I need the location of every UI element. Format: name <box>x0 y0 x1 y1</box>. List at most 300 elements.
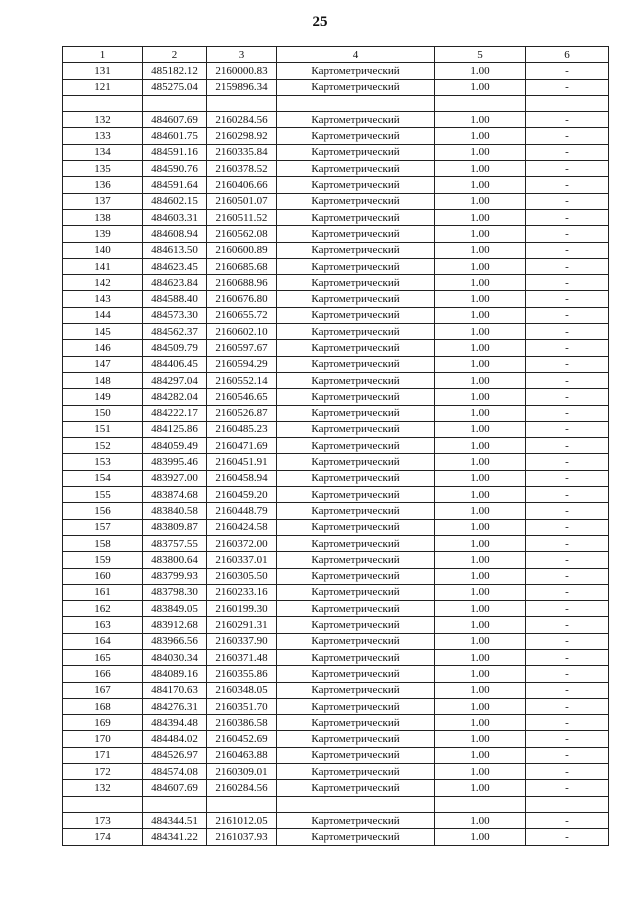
point-number-cell: 172 <box>63 764 143 780</box>
accuracy-cell: 1.00 <box>435 258 526 274</box>
point-number-cell: 141 <box>63 258 143 274</box>
point-number-cell: 171 <box>63 747 143 763</box>
point-number-cell: 131 <box>63 63 143 79</box>
table-row <box>63 421 609 437</box>
accuracy-cell: 1.00 <box>435 226 526 242</box>
point-number-cell: 174 <box>63 829 143 845</box>
y-coordinate-cell: 2160305.50 <box>207 568 277 584</box>
accuracy-cell: 1.00 <box>435 340 526 356</box>
y-coordinate-cell: 2160546.65 <box>207 389 277 405</box>
note-cell: - <box>526 503 609 519</box>
point-number-cell: 159 <box>63 552 143 568</box>
table-row <box>63 258 609 274</box>
accuracy-cell: 1.00 <box>435 438 526 454</box>
y-coordinate-cell: 2159896.34 <box>207 79 277 95</box>
table-row <box>63 503 609 519</box>
method-cell: Картометрический <box>277 258 435 274</box>
point-number-cell: 151 <box>63 421 143 437</box>
y-coordinate-cell <box>207 796 277 812</box>
x-coordinate-cell: 484406.45 <box>143 356 207 372</box>
method-cell: Картометрический <box>277 454 435 470</box>
y-coordinate-cell: 2160298.92 <box>207 128 277 144</box>
table-row <box>63 275 609 291</box>
table-row <box>63 487 609 503</box>
x-coordinate-cell: 484282.04 <box>143 389 207 405</box>
note-cell: - <box>526 535 609 551</box>
point-number-cell: 139 <box>63 226 143 242</box>
accuracy-cell: 1.00 <box>435 617 526 633</box>
y-coordinate-cell: 2160351.70 <box>207 698 277 714</box>
method-cell: Картометрический <box>277 649 435 665</box>
accuracy-cell: 1.00 <box>435 584 526 600</box>
accuracy-cell: 1.00 <box>435 454 526 470</box>
point-number-cell: 138 <box>63 209 143 225</box>
x-coordinate-cell: 483966.56 <box>143 633 207 649</box>
point-number-cell: 132 <box>63 112 143 128</box>
note-cell: - <box>526 829 609 845</box>
method-cell: Картометрический <box>277 324 435 340</box>
table-row <box>63 340 609 356</box>
point-number-cell: 162 <box>63 601 143 617</box>
note-cell: - <box>526 307 609 323</box>
accuracy-cell: 1.00 <box>435 79 526 95</box>
point-number-cell: 148 <box>63 372 143 388</box>
note-cell: - <box>526 226 609 242</box>
y-coordinate-cell: 2160600.89 <box>207 242 277 258</box>
accuracy-cell: 1.00 <box>435 161 526 177</box>
y-coordinate-cell: 2160233.16 <box>207 584 277 600</box>
point-number-cell: 135 <box>63 161 143 177</box>
accuracy-cell: 1.00 <box>435 193 526 209</box>
table-row <box>63 601 609 617</box>
accuracy-cell: 1.00 <box>435 389 526 405</box>
y-coordinate-cell: 2160452.69 <box>207 731 277 747</box>
note-cell: - <box>526 470 609 486</box>
y-coordinate-cell: 2160685.68 <box>207 258 277 274</box>
y-coordinate-cell: 2160459.20 <box>207 487 277 503</box>
point-number-cell <box>63 796 143 812</box>
accuracy-cell: 1.00 <box>435 698 526 714</box>
x-coordinate-cell: 484341.22 <box>143 829 207 845</box>
accuracy-cell: 1.00 <box>435 747 526 763</box>
accuracy-cell: 1.00 <box>435 552 526 568</box>
x-coordinate-cell: 483800.64 <box>143 552 207 568</box>
note-cell: - <box>526 454 609 470</box>
point-number-cell: 153 <box>63 454 143 470</box>
point-number-cell: 137 <box>63 193 143 209</box>
method-cell: Картометрический <box>277 79 435 95</box>
point-number-cell: 169 <box>63 715 143 731</box>
point-number-cell: 170 <box>63 731 143 747</box>
accuracy-cell: 1.00 <box>435 291 526 307</box>
x-coordinate-cell: 484613.50 <box>143 242 207 258</box>
method-cell: Картометрический <box>277 340 435 356</box>
x-coordinate-cell: 483798.30 <box>143 584 207 600</box>
point-number-cell: 136 <box>63 177 143 193</box>
table-row <box>63 829 609 845</box>
point-number-cell: 156 <box>63 503 143 519</box>
point-number-cell: 133 <box>63 128 143 144</box>
table-row <box>63 731 609 747</box>
note-cell: - <box>526 780 609 796</box>
method-cell <box>277 95 435 111</box>
y-coordinate-cell: 2160199.30 <box>207 601 277 617</box>
x-coordinate-cell: 484526.97 <box>143 747 207 763</box>
note-cell: - <box>526 617 609 633</box>
point-number-cell: 144 <box>63 307 143 323</box>
note-cell: - <box>526 405 609 421</box>
accuracy-cell: 1.00 <box>435 356 526 372</box>
x-coordinate-cell: 484276.31 <box>143 698 207 714</box>
note-cell: - <box>526 372 609 388</box>
method-cell: Картометрический <box>277 519 435 535</box>
accuracy-cell: 1.00 <box>435 242 526 258</box>
method-cell: Картометрический <box>277 291 435 307</box>
table-row <box>63 209 609 225</box>
table-row <box>63 79 609 95</box>
method-cell: Картометрический <box>277 552 435 568</box>
note-cell: - <box>526 568 609 584</box>
x-coordinate-cell: 484574.08 <box>143 764 207 780</box>
y-coordinate-cell: 2160386.58 <box>207 715 277 731</box>
note-cell: - <box>526 731 609 747</box>
column-header-2: 2 <box>143 47 207 63</box>
table-row <box>63 144 609 160</box>
method-cell: Картометрический <box>277 666 435 682</box>
x-coordinate-cell: 483849.05 <box>143 601 207 617</box>
accuracy-cell: 1.00 <box>435 568 526 584</box>
x-coordinate-cell: 484590.76 <box>143 161 207 177</box>
table-row <box>63 291 609 307</box>
method-cell: Картометрический <box>277 128 435 144</box>
method-cell: Картометрический <box>277 63 435 79</box>
point-number-cell: 152 <box>63 438 143 454</box>
x-coordinate-cell: 484573.30 <box>143 307 207 323</box>
column-header-6: 6 <box>526 47 609 63</box>
note-cell: - <box>526 438 609 454</box>
note-cell: - <box>526 812 609 828</box>
note-cell <box>526 796 609 812</box>
y-coordinate-cell: 2160655.72 <box>207 307 277 323</box>
table-row <box>63 324 609 340</box>
x-coordinate-cell: 484484.02 <box>143 731 207 747</box>
method-cell <box>277 796 435 812</box>
accuracy-cell: 1.00 <box>435 666 526 682</box>
x-coordinate-cell: 484607.69 <box>143 112 207 128</box>
y-coordinate-cell: 2160501.07 <box>207 193 277 209</box>
table-row <box>63 307 609 323</box>
table-row <box>63 633 609 649</box>
note-cell: - <box>526 764 609 780</box>
table-row <box>63 812 609 828</box>
note-cell: - <box>526 242 609 258</box>
table-row <box>63 747 609 763</box>
accuracy-cell <box>435 796 526 812</box>
point-number-cell <box>63 95 143 111</box>
method-cell: Картометрический <box>277 438 435 454</box>
note-cell: - <box>526 682 609 698</box>
x-coordinate-cell: 484170.63 <box>143 682 207 698</box>
y-coordinate-cell: 2161037.93 <box>207 829 277 845</box>
note-cell <box>526 95 609 111</box>
method-cell: Картометрический <box>277 780 435 796</box>
y-coordinate-cell: 2160448.79 <box>207 503 277 519</box>
table-row <box>63 177 609 193</box>
method-cell: Картометрический <box>277 226 435 242</box>
method-cell: Картометрический <box>277 307 435 323</box>
note-cell: - <box>526 666 609 682</box>
method-cell: Картометрический <box>277 747 435 763</box>
table-row <box>63 519 609 535</box>
x-coordinate-cell: 483912.68 <box>143 617 207 633</box>
y-coordinate-cell: 2160337.01 <box>207 552 277 568</box>
x-coordinate-cell: 483757.55 <box>143 535 207 551</box>
y-coordinate-cell: 2160371.48 <box>207 649 277 665</box>
accuracy-cell: 1.00 <box>435 421 526 437</box>
x-coordinate-cell: 484394.48 <box>143 715 207 731</box>
table-row <box>63 112 609 128</box>
accuracy-cell: 1.00 <box>435 731 526 747</box>
point-number-cell: 146 <box>63 340 143 356</box>
method-cell: Картометрический <box>277 617 435 633</box>
method-cell: Картометрический <box>277 112 435 128</box>
accuracy-cell: 1.00 <box>435 601 526 617</box>
table-row <box>63 63 609 79</box>
x-coordinate-cell: 484588.40 <box>143 291 207 307</box>
y-coordinate-cell <box>207 95 277 111</box>
x-coordinate-cell: 484623.45 <box>143 258 207 274</box>
x-coordinate-cell: 484344.51 <box>143 812 207 828</box>
accuracy-cell: 1.00 <box>435 780 526 796</box>
x-coordinate-cell: 484623.84 <box>143 275 207 291</box>
table-row <box>63 617 609 633</box>
accuracy-cell: 1.00 <box>435 128 526 144</box>
column-header-1: 1 <box>63 47 143 63</box>
column-header-4: 4 <box>277 47 435 63</box>
y-coordinate-cell: 2160676.80 <box>207 291 277 307</box>
method-cell: Картометрический <box>277 421 435 437</box>
y-coordinate-cell: 2160355.86 <box>207 666 277 682</box>
y-coordinate-cell: 2160309.01 <box>207 764 277 780</box>
accuracy-cell: 1.00 <box>435 275 526 291</box>
x-coordinate-cell: 484509.79 <box>143 340 207 356</box>
note-cell: - <box>526 144 609 160</box>
table-row <box>63 764 609 780</box>
point-number-cell: 149 <box>63 389 143 405</box>
point-number-cell: 145 <box>63 324 143 340</box>
column-header-5: 5 <box>435 47 526 63</box>
note-cell: - <box>526 177 609 193</box>
method-cell: Картометрический <box>277 764 435 780</box>
method-cell: Картометрический <box>277 487 435 503</box>
point-number-cell: 134 <box>63 144 143 160</box>
table-row <box>63 95 609 111</box>
note-cell: - <box>526 519 609 535</box>
point-number-cell: 143 <box>63 291 143 307</box>
method-cell: Картометрический <box>277 470 435 486</box>
y-coordinate-cell: 2160471.69 <box>207 438 277 454</box>
point-number-cell: 158 <box>63 535 143 551</box>
y-coordinate-cell: 2160594.29 <box>207 356 277 372</box>
table-body <box>63 63 609 845</box>
y-coordinate-cell: 2160291.31 <box>207 617 277 633</box>
method-cell: Картометрический <box>277 405 435 421</box>
point-number-cell: 140 <box>63 242 143 258</box>
point-number-cell: 157 <box>63 519 143 535</box>
method-cell: Картометрический <box>277 731 435 747</box>
note-cell: - <box>526 340 609 356</box>
table-row <box>63 780 609 796</box>
y-coordinate-cell: 2160688.96 <box>207 275 277 291</box>
accuracy-cell: 1.00 <box>435 112 526 128</box>
method-cell: Картометрический <box>277 633 435 649</box>
point-number-cell: 165 <box>63 649 143 665</box>
x-coordinate-cell: 484125.86 <box>143 421 207 437</box>
accuracy-cell: 1.00 <box>435 649 526 665</box>
y-coordinate-cell: 2160451.91 <box>207 454 277 470</box>
y-coordinate-cell: 2160602.10 <box>207 324 277 340</box>
x-coordinate-cell: 483840.58 <box>143 503 207 519</box>
y-coordinate-cell: 2160526.87 <box>207 405 277 421</box>
note-cell: - <box>526 209 609 225</box>
method-cell: Картометрический <box>277 356 435 372</box>
y-coordinate-cell: 2160511.52 <box>207 209 277 225</box>
point-number-cell: 166 <box>63 666 143 682</box>
x-coordinate-cell: 483995.46 <box>143 454 207 470</box>
table-row <box>63 454 609 470</box>
table-header <box>63 47 609 63</box>
note-cell: - <box>526 161 609 177</box>
x-coordinate-cell: 484591.16 <box>143 144 207 160</box>
table-row <box>63 405 609 421</box>
x-coordinate-cell: 484030.34 <box>143 649 207 665</box>
note-cell: - <box>526 275 609 291</box>
x-coordinate-cell: 484059.49 <box>143 438 207 454</box>
accuracy-cell: 1.00 <box>435 470 526 486</box>
y-coordinate-cell: 2160424.58 <box>207 519 277 535</box>
y-coordinate-cell: 2160552.14 <box>207 372 277 388</box>
note-cell: - <box>526 747 609 763</box>
note-cell: - <box>526 584 609 600</box>
table-row <box>63 552 609 568</box>
y-coordinate-cell: 2160378.52 <box>207 161 277 177</box>
y-coordinate-cell: 2161012.05 <box>207 812 277 828</box>
x-coordinate-cell: 484297.04 <box>143 372 207 388</box>
table-row <box>63 389 609 405</box>
note-cell: - <box>526 649 609 665</box>
table-row <box>63 584 609 600</box>
point-number-cell: 160 <box>63 568 143 584</box>
accuracy-cell: 1.00 <box>435 487 526 503</box>
x-coordinate-cell: 484608.94 <box>143 226 207 242</box>
accuracy-cell: 1.00 <box>435 829 526 845</box>
accuracy-cell: 1.00 <box>435 372 526 388</box>
point-number-cell: 161 <box>63 584 143 600</box>
note-cell: - <box>526 601 609 617</box>
point-number-cell: 173 <box>63 812 143 828</box>
x-coordinate-cell: 483874.68 <box>143 487 207 503</box>
method-cell: Картометрический <box>277 275 435 291</box>
note-cell: - <box>526 715 609 731</box>
point-number-cell: 155 <box>63 487 143 503</box>
y-coordinate-cell: 2160284.56 <box>207 780 277 796</box>
method-cell: Картометрический <box>277 193 435 209</box>
method-cell: Картометрический <box>277 584 435 600</box>
note-cell: - <box>526 128 609 144</box>
y-coordinate-cell: 2160348.05 <box>207 682 277 698</box>
method-cell: Картометрический <box>277 535 435 551</box>
note-cell: - <box>526 193 609 209</box>
y-coordinate-cell: 2160337.90 <box>207 633 277 649</box>
point-number-cell: 163 <box>63 617 143 633</box>
accuracy-cell: 1.00 <box>435 63 526 79</box>
table-row <box>63 356 609 372</box>
table-row <box>63 470 609 486</box>
point-number-cell: 164 <box>63 633 143 649</box>
method-cell: Картометрический <box>277 177 435 193</box>
y-coordinate-cell: 2160284.56 <box>207 112 277 128</box>
x-coordinate-cell: 484222.17 <box>143 405 207 421</box>
accuracy-cell <box>435 95 526 111</box>
method-cell: Картометрический <box>277 372 435 388</box>
accuracy-cell: 1.00 <box>435 307 526 323</box>
method-cell: Картометрический <box>277 144 435 160</box>
y-coordinate-cell: 2160000.83 <box>207 63 277 79</box>
x-coordinate-cell: 484602.15 <box>143 193 207 209</box>
x-coordinate-cell <box>143 796 207 812</box>
point-number-cell: 121 <box>63 79 143 95</box>
note-cell: - <box>526 258 609 274</box>
table-row <box>63 535 609 551</box>
note-cell: - <box>526 356 609 372</box>
table-row <box>63 226 609 242</box>
x-coordinate-cell: 485275.04 <box>143 79 207 95</box>
point-number-cell: 150 <box>63 405 143 421</box>
y-coordinate-cell: 2160463.88 <box>207 747 277 763</box>
point-number-cell: 167 <box>63 682 143 698</box>
table-row <box>63 796 609 812</box>
x-coordinate-cell: 484562.37 <box>143 324 207 340</box>
note-cell: - <box>526 552 609 568</box>
y-coordinate-cell: 2160335.84 <box>207 144 277 160</box>
note-cell: - <box>526 633 609 649</box>
accuracy-cell: 1.00 <box>435 764 526 780</box>
note-cell: - <box>526 487 609 503</box>
y-coordinate-cell: 2160562.08 <box>207 226 277 242</box>
accuracy-cell: 1.00 <box>435 519 526 535</box>
accuracy-cell: 1.00 <box>435 324 526 340</box>
x-coordinate-cell: 484591.64 <box>143 177 207 193</box>
method-cell: Картометрический <box>277 568 435 584</box>
note-cell: - <box>526 63 609 79</box>
point-number-cell: 154 <box>63 470 143 486</box>
method-cell: Картометрический <box>277 698 435 714</box>
x-coordinate-cell: 484601.75 <box>143 128 207 144</box>
accuracy-cell: 1.00 <box>435 682 526 698</box>
point-number-cell: 142 <box>63 275 143 291</box>
table-row <box>63 242 609 258</box>
point-number-cell: 147 <box>63 356 143 372</box>
method-cell: Картометрический <box>277 715 435 731</box>
page-number: 25 <box>312 14 328 30</box>
table-row <box>63 193 609 209</box>
table-row <box>63 698 609 714</box>
x-coordinate-cell: 484089.16 <box>143 666 207 682</box>
table-row <box>63 682 609 698</box>
table-row <box>63 715 609 731</box>
header-row <box>63 47 609 63</box>
method-cell: Картометрический <box>277 209 435 225</box>
